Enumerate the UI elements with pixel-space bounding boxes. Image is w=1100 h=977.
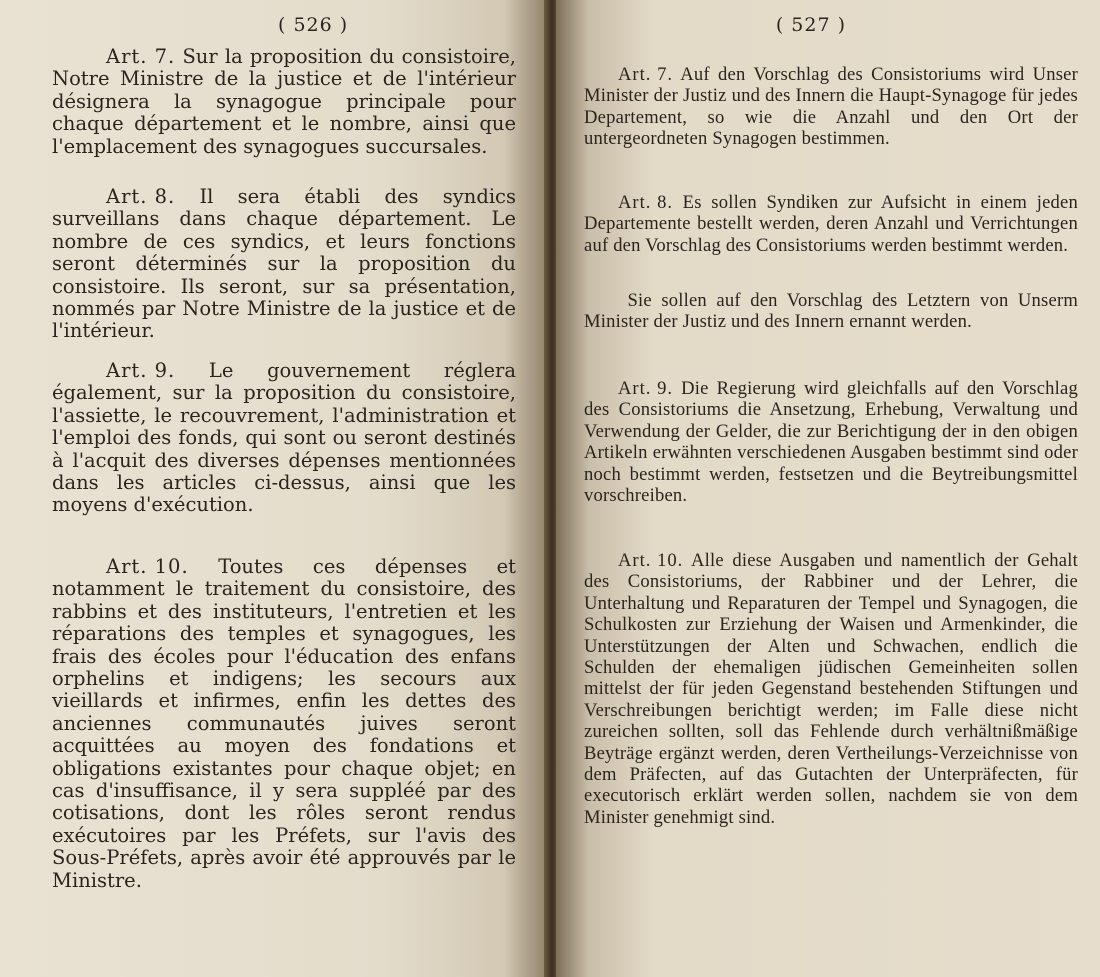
left-article-8	[52, 186, 516, 343]
article-label: Art. 9.	[106, 359, 176, 382]
article-label: Art. 8.	[106, 185, 176, 208]
article-text: Il sera établi des syndics surveillans dans chaque département. Le nombre de ces syndics, et leurs fonctions seront déterminés sur la proposition du consistoire. Ils seront, sur sa présentation, nommés par Notre Ministre de la justice et de l'intérieur.	[52, 185, 516, 343]
article-text: Sie sollen auf den Vorschlag des Letztern von Unserm Minister der Justiz und des Innern ernannt werden.	[584, 290, 1078, 333]
right-article-10	[584, 550, 1078, 828]
right-article-7	[584, 64, 1078, 150]
article-label: Art. 10.	[618, 550, 684, 571]
article-text: Le gouvernement réglera également, sur la proposition du consistoire, l'assiette, le recouvrement, l'administration et l'emploi des fonds, qui sont ou seront destinés à l'acquit des diverses dépenses mentionnées dans les articles ci-dessus, ainsi que les moyens d'exécution.	[52, 359, 516, 517]
left-article-10	[52, 556, 516, 892]
right-article-8	[584, 192, 1078, 256]
article-label: Art. 7.	[618, 64, 674, 85]
article-text: Sur la proposition du consistoire, Notre Ministre de la justice et de l'intérieur désignera la synagogue principale pour chaque département et le nombre, ainsi que l'emplacement des synagogues succursales.	[52, 45, 516, 158]
left-page	[0, 0, 548, 977]
page-number-right: ( 527 )	[775, 14, 846, 36]
article-text: Toutes ces dépenses et notamment le traitement du consistoire, des rabbins et des instituteurs, l'entretien et les réparations des temples et synagogues, les frais des écoles pour l'éducation des enfans orphelins et indigens; les secours aux vieillards et infirmes, enfin les dettes des anciennes communautés juives seront acquittées au moyen des fondations et obligations existantes pour chaque objet; en cas d'insuffisance, il y sera suppléé par des cotisations, dont les rôles seront rendus exécutoires par les Préfets, sur l'avis des Sous-Préfets, après avoir été approuvés par le Ministre.	[52, 555, 516, 892]
right-page	[556, 0, 1100, 977]
article-text: Die Regierung wird gleichfalls auf den Vorschlag des Consistoriums die Ansetzung, Erhebung, Verwaltung und Verwendung der Gelder, die zur Berichtigung der in den obigen Artikeln erwähnten verschiedenen Ausgaben bestimmt sind oder noch bestimmt werden, festsetzen und die Beytreibungsmittel vorschreiben.	[584, 378, 1078, 507]
article-label: Art. 10.	[106, 555, 189, 578]
article-text: Auf den Vorschlag des Consistoriums wird Unser Minister der Justiz und des Innern die Haupt-Synagoge für jedes Departement, so wie die Anzahl und den Ort der untergeordneten Synagogen bestimmen.	[584, 64, 1078, 150]
right-article-8-paragraph-2	[584, 290, 1078, 333]
article-text: Es sollen Syndiken zur Aufsicht in einem jeden Departemente bestellt werden, deren Anzahl und Verrichtungen auf den Vorschlag des Consistoriums werden bestimmt werden.	[584, 192, 1078, 256]
article-label: Art. 8.	[618, 192, 674, 213]
right-article-9	[584, 378, 1078, 506]
left-article-7	[52, 46, 516, 158]
page-number-left: ( 526 )	[278, 14, 349, 36]
article-label: Art. 9.	[618, 378, 674, 399]
left-article-9	[52, 360, 516, 517]
article-label: Art. 7.	[106, 45, 176, 68]
article-text: Alle diese Ausgaben und namentlich der Gehalt des Consistoriums, der Rabbiner und der Lehrer, die Unterhaltung und Reparaturen der Tempel und Synagogen, die Schulkosten zur Erziehung der Waisen und Armenkinder, die Unterstützungen der Alten und Schwachen, endlich die Schulden der ehemaligen jüdischen Gemeinheiten sollen mittelst der für jeden Gegenstand bestehenden Stiftungen und Verschreibungen berichtigt werden; im Falle diese nicht zureichen sollten, soll das Fehlende durch verhältnißmäßige Beyträge ergänzt werden, deren Vertheilungs-Verzeichnisse von dem Präfecten, auf das Gutachten der Unterpräfecten, für executorisch erklärt werden sollen, nachdem sie von dem Minister genehmigt sind.	[584, 550, 1078, 828]
